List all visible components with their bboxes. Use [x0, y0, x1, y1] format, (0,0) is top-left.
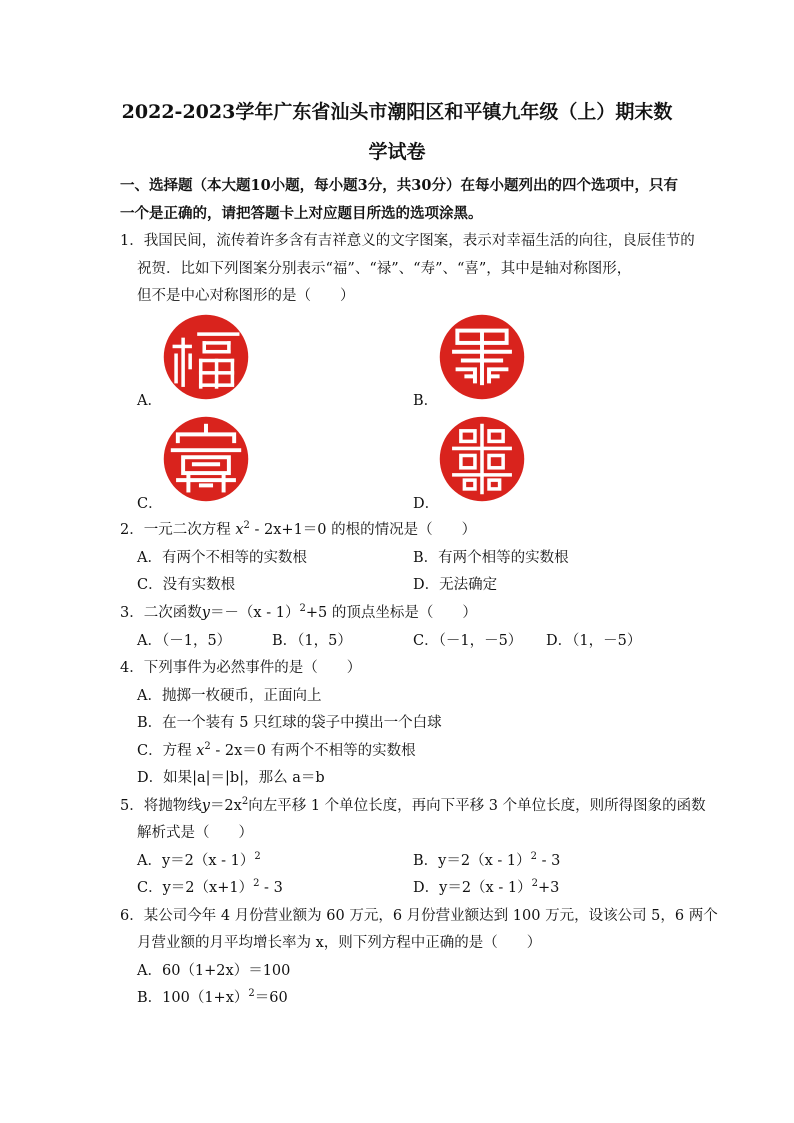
lu-seal-icon — [438, 313, 526, 401]
q6-option-b-exp: 2 — [248, 988, 255, 999]
q2-stem-pre: 2．一元二次方程 — [120, 522, 236, 538]
q6-stem-line-1: 6．某公司今年 4 月份营业额为 60 万元，6 月份营业额达到 100 万元，设该公司 5，6 两个 — [120, 908, 718, 924]
title-line-2: 学试卷 — [368, 141, 426, 163]
q5-option-c — [137, 876, 283, 897]
q5-option-c-exp: 2 — [253, 878, 260, 889]
q5-stem-mid: ＝2x — [209, 798, 242, 814]
q3-option-c: C．（－1，－5） — [413, 633, 523, 649]
q4-option-a: A．抛掷一枚硬币，正面向上 — [137, 688, 322, 704]
q6-option-b-text: B．100（1+x） — [137, 990, 249, 1006]
q2-option-d: D．无法确定 — [413, 577, 498, 593]
q1-stem-line-1: 1．我国民间，流传着许多含有吉祥意义的文字图案，表示对幸福生活的向往，良辰佳节的 — [120, 233, 695, 249]
q4-option-c-exp: 2 — [204, 741, 211, 752]
q6-option-a: A．60（1+2x）＝100 — [137, 963, 291, 979]
q2-stem — [120, 518, 476, 539]
q5-stem-pre: 5．将抛物线 — [120, 798, 202, 814]
q2-stem-post: - 2x+1＝0 的根的情况是（ ） — [249, 522, 477, 538]
q4-option-b: B．在一个装有 5 只红球的袋子中摸出一个白球 — [137, 715, 442, 731]
xi-seal-icon — [438, 415, 526, 503]
q1-option-c-label: C． — [137, 496, 163, 512]
q5-stem-line-1 — [120, 794, 706, 815]
q5-option-d-post: +3 — [537, 880, 560, 896]
q3-stem-pre: 3．二次函数 — [120, 605, 202, 621]
q5-stem-var: y — [201, 798, 210, 814]
q5-stem-exp: 2 — [241, 796, 249, 807]
q1-stem-line-2: 祝贺．比如下列图案分别表示“福”、“禄”、“寿”、“喜”，其中是轴对称图形， — [137, 261, 632, 277]
q1-option-a-label: A． — [137, 393, 162, 409]
q4-option-d: D．如果|a|＝|b|，那么 a＝b — [137, 770, 325, 786]
q1-option-b-label: B． — [413, 393, 439, 409]
q2-option-c: C．没有实数根 — [137, 577, 236, 593]
q5-option-a-exp: 2 — [254, 851, 261, 862]
q6-stem-line-2: 月营业额的月平均增长率为 x，则下列方程中正确的是（ ） — [137, 935, 542, 951]
q6-option-b — [137, 986, 288, 1007]
section-heading-line-2: 一个是正确的，请把答题卡上对应题目所选的选项涂黑。 — [120, 205, 483, 222]
q1-stem-line-3: 但不是中心对称图形的是（ ） — [137, 288, 355, 304]
q5-stem-post: 向左平移 1 个单位长度，再向下平移 3 个单位长度，则所得图象的函数 — [248, 798, 706, 814]
q5-option-b-text: B．y＝2（x - 1） — [413, 853, 531, 869]
q5-option-d — [413, 876, 559, 897]
q3-stem — [120, 601, 477, 622]
q4-stem: 4．下列事件为必然事件的是（ ） — [120, 660, 362, 676]
q5-option-c-text: C．y＝2（x+1） — [137, 880, 254, 896]
q5-stem-line-2: 解析式是（ ） — [137, 825, 253, 841]
q1-option-d-label: D． — [413, 496, 440, 512]
q4-option-c — [137, 739, 416, 760]
q2-stem-exp: 2 — [243, 520, 250, 531]
q3-option-d: D．（1，－5） — [546, 633, 642, 649]
q2-option-b: B．有两个相等的实数根 — [413, 550, 569, 566]
shou-seal-icon — [162, 415, 250, 503]
q5-option-d-exp: 2 — [531, 878, 538, 889]
q2-option-a: A．有两个不相等的实数根 — [137, 550, 307, 566]
q5-option-c-post: - 3 — [259, 880, 283, 896]
q5-option-d-text: D．y＝2（x - 1） — [413, 880, 532, 896]
q2-stem-var: x — [235, 522, 244, 538]
q3-stem-mid: ＝－（x - 1） — [209, 605, 300, 621]
q5-option-b-post: - 3 — [536, 853, 561, 869]
q3-stem-post: +5 的顶点坐标是（ ） — [305, 605, 477, 621]
q3-option-b: B．（1，5） — [272, 633, 352, 649]
q3-option-a: A．（－1，5） — [137, 633, 232, 649]
q4-option-c-pre: C．方程 — [137, 743, 197, 759]
q4-option-c-post: - 2x＝0 有两个不相等的实数根 — [210, 743, 416, 759]
q5-option-b-exp: 2 — [530, 851, 537, 862]
title-line-1: 2022-2023学年广东省汕头市潮阳区和平镇九年级（上）期末数 — [121, 101, 673, 123]
q3-stem-var: y — [201, 605, 210, 621]
page-title — [100, 92, 694, 172]
section-heading-line-1: 一、选择题（本大题10小题，每小题3分，共30分）在每小题列出的四个选项中，只有 — [120, 177, 678, 194]
fu-seal-icon — [162, 313, 250, 401]
q6-option-b-post: ＝60 — [254, 990, 288, 1006]
q5-option-b — [413, 849, 560, 870]
q5-option-a-text: A．y＝2（x - 1） — [137, 853, 255, 869]
q5-option-a — [137, 849, 261, 870]
q4-option-c-var: x — [196, 743, 205, 759]
q3-stem-exp: 2 — [299, 603, 306, 614]
